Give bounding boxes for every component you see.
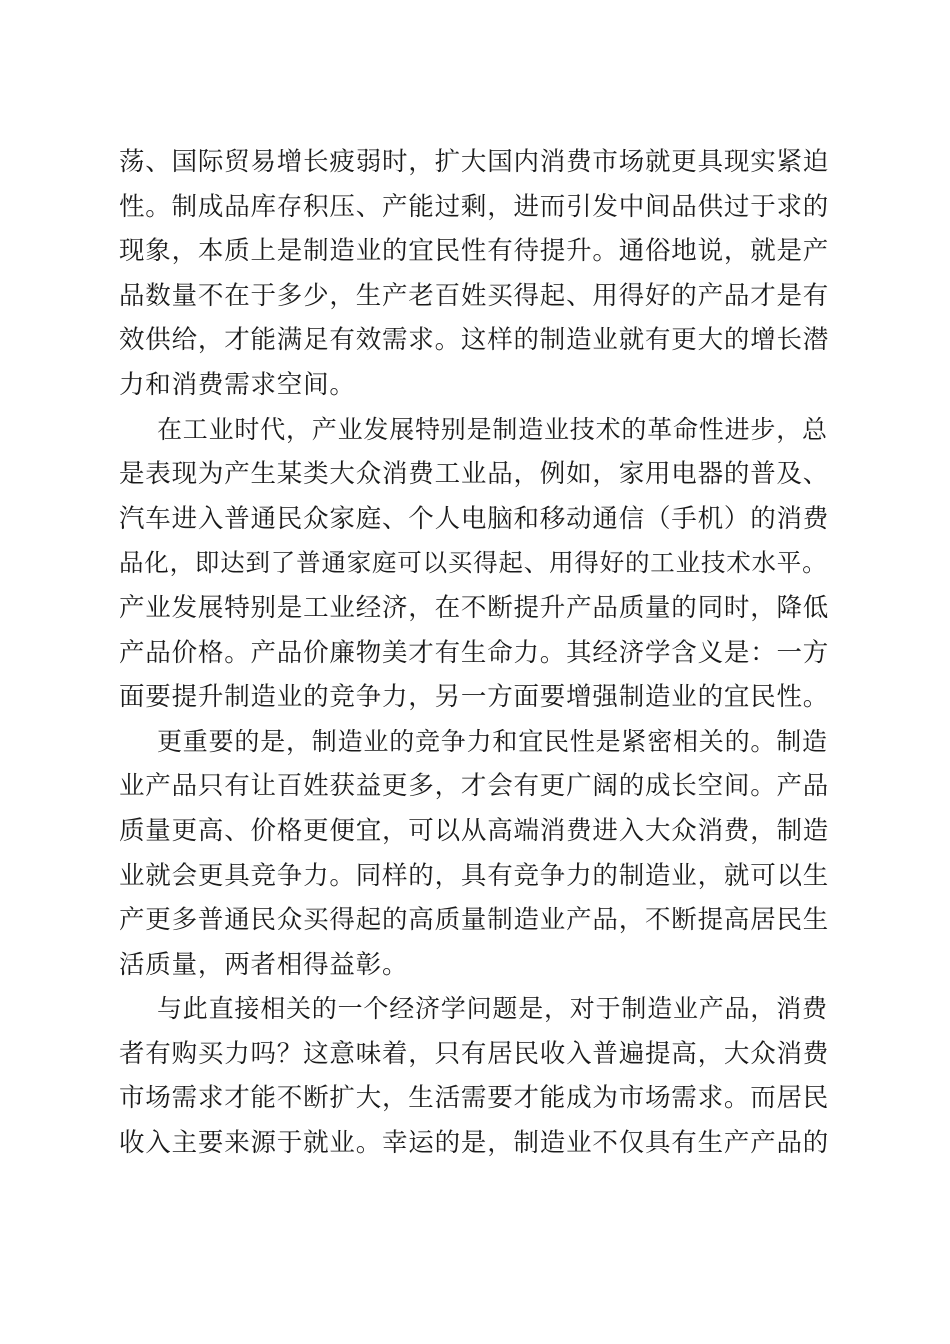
text-line: 面要提升制造业的竞争力，另一方面要增强制造业的宜民性。 bbox=[119, 682, 830, 713]
text-line: 荡、国际贸易增长疲弱时，扩大国内消费市场就更具现实紧迫 bbox=[119, 147, 830, 177]
text-line: 质量更高、价格更便宜，可以从高端消费进入大众消费，制造 bbox=[119, 815, 830, 846]
text-line: 业就会更具竞争力。同样的，具有竞争力的制造业，就可以生 bbox=[119, 860, 830, 891]
text-line: 业产品只有让百姓获益更多，才会有更广阔的成长空间。产品 bbox=[119, 771, 830, 802]
paragraph-first-line: 更重要的是，制造业的竞争力和宜民性是紧密相关的。制造 bbox=[157, 726, 828, 756]
text-line: 者有购买力吗？这意味着，只有居民收入普遍提高，大众消费 bbox=[119, 1038, 830, 1069]
text-line: 活质量，两者相得益彰。 bbox=[119, 949, 409, 980]
paragraph-first-line: 与此直接相关的一个经济学问题是，对于制造业产品，消费 bbox=[157, 994, 828, 1024]
text-line: 产品价格。产品价廉物美才有生命力。其经济学含义是：一方 bbox=[119, 637, 830, 668]
text-line: 收入主要来源于就业。幸运的是，制造业不仅具有生产产品的 bbox=[119, 1128, 830, 1159]
text-line: 市场需求才能不断扩大，生活需要才能成为市场需求。而居民 bbox=[119, 1083, 830, 1114]
text-line: 品化，即达到了普通家庭可以买得起、用得好的工业技术水平。 bbox=[119, 548, 828, 578]
text-line: 现象，本质上是制造业的宜民性有待提升。通俗地说，就是产 bbox=[119, 236, 830, 267]
text-line: 性。制成品库存积压、产能过剩，进而引发中间品供过于求的 bbox=[119, 191, 830, 222]
text-line: 效供给，才能满足有效需求。这样的制造业就有更大的增长潜 bbox=[119, 325, 830, 356]
text-line: 品数量不在于多少，生产老百姓买得起、用得好的产品才是有 bbox=[119, 280, 830, 311]
paragraph-first-line: 在工业时代，产业发展特别是制造业技术的革命性进步，总 bbox=[157, 414, 828, 444]
text-line: 产业发展特别是工业经济，在不断提升产品质量的同时，降低 bbox=[119, 592, 830, 623]
text-line: 是表现为产生某类大众消费工业品，例如，家用电器的普及、 bbox=[119, 459, 830, 490]
body-text bbox=[119, 140, 839, 1166]
text-line: 产更多普通民众买得起的高质量制造业产品，不断提高居民生 bbox=[119, 905, 830, 936]
text-line: 汽车进入普通民众家庭、个人电脑和移动通信（手机）的消费 bbox=[119, 503, 830, 534]
text-line: 力和消费需求空间。 bbox=[119, 369, 356, 400]
